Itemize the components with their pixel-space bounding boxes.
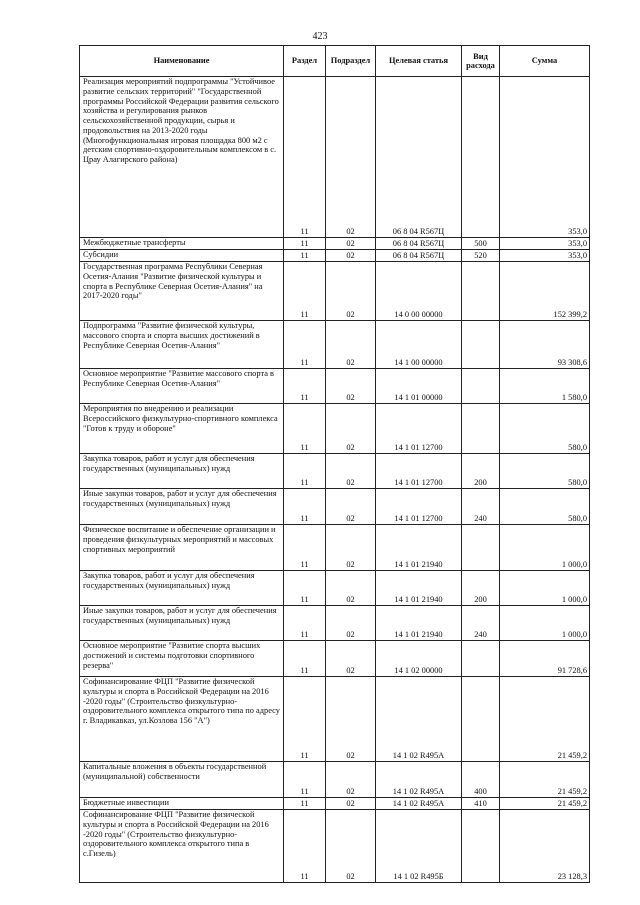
row-type: 410	[462, 798, 500, 810]
row-amount: 21 459,2	[500, 798, 590, 810]
row-section: 11	[284, 571, 326, 606]
row-subsection: 02	[326, 762, 376, 798]
row-target: 14 1 01 21940	[376, 525, 462, 571]
table-row	[80, 489, 590, 525]
row-name: Закупка товаров, работ и услуг для обеспечения государственных (муниципальных) нужд	[80, 571, 284, 606]
row-target: 14 1 02 R495А	[376, 798, 462, 810]
table-row	[80, 262, 590, 321]
row-name: Государственная программа Республики Северная Осетия-Алания "Развитие физической культуры и спорта в Республике Северная Осетия-Алания" на 2017-2020 годы"	[80, 262, 284, 321]
row-target: 14 0 00 00000	[376, 262, 462, 321]
row-amount: 353,0	[500, 250, 590, 262]
table-row	[80, 238, 590, 250]
row-amount: 23 128,3	[500, 810, 590, 883]
row-amount: 21 459,2	[500, 677, 590, 762]
row-type	[462, 262, 500, 321]
row-type: 200	[462, 571, 500, 606]
row-amount: 93 308,6	[500, 321, 590, 369]
row-type: 200	[462, 454, 500, 489]
header-type: Вид расхода	[462, 46, 500, 77]
table-row	[80, 321, 590, 369]
row-section: 11	[284, 677, 326, 762]
row-subsection: 02	[326, 321, 376, 369]
row-target: 14 1 01 12700	[376, 454, 462, 489]
row-type: 520	[462, 250, 500, 262]
row-type: 240	[462, 606, 500, 641]
row-subsection: 02	[326, 238, 376, 250]
row-subsection: 02	[326, 606, 376, 641]
row-section: 11	[284, 641, 326, 677]
row-type	[462, 404, 500, 454]
row-target: 06 8 04 R567Ц	[376, 250, 462, 262]
row-subsection: 02	[326, 489, 376, 525]
row-section: 11	[284, 798, 326, 810]
row-target: 14 1 01 12700	[376, 404, 462, 454]
row-target: 14 1 02 R495А	[376, 762, 462, 798]
row-name: Основное мероприятие "Развитие спорта высших достижений и системы подготовки спортивного резерва"	[80, 641, 284, 677]
row-name: Иные закупки товаров, работ и услуг для обеспечения государственных (муниципальных) нужд	[80, 489, 284, 525]
row-section: 11	[284, 262, 326, 321]
row-name: Бюджетные инвестиции	[80, 798, 284, 810]
row-subsection: 02	[326, 454, 376, 489]
row-subsection: 02	[326, 262, 376, 321]
row-type	[462, 525, 500, 571]
row-amount: 1 000,0	[500, 525, 590, 571]
row-subsection: 02	[326, 250, 376, 262]
row-amount: 1 000,0	[500, 571, 590, 606]
row-section: 11	[284, 404, 326, 454]
row-section: 11	[284, 238, 326, 250]
table-row	[80, 606, 590, 641]
row-type: 500	[462, 238, 500, 250]
table-row	[80, 677, 590, 762]
page-number: 423	[312, 31, 328, 42]
row-type	[462, 369, 500, 404]
table-row	[80, 404, 590, 454]
row-subsection: 02	[326, 77, 376, 238]
row-target: 14 1 02 R495Б	[376, 810, 462, 883]
row-subsection: 02	[326, 404, 376, 454]
table-header-row	[80, 46, 590, 77]
table-row	[80, 571, 590, 606]
row-name: Физическое воспитание и обеспечение организации и проведения физкультурных мероприятий и массовых спортивных мероприятий	[80, 525, 284, 571]
row-amount: 91 728,6	[500, 641, 590, 677]
row-name: Иные закупки товаров, работ и услуг для обеспечения государственных (муниципальных) нужд	[80, 606, 284, 641]
row-type: 400	[462, 762, 500, 798]
row-amount: 580,0	[500, 489, 590, 525]
row-section: 11	[284, 250, 326, 262]
row-amount: 152 399,2	[500, 262, 590, 321]
row-subsection: 02	[326, 677, 376, 762]
row-type	[462, 77, 500, 238]
header-name: Наименование	[80, 46, 284, 77]
row-amount: 580,0	[500, 454, 590, 489]
row-type: 240	[462, 489, 500, 525]
table-row	[80, 762, 590, 798]
row-section: 11	[284, 454, 326, 489]
row-name: Реализация мероприятий подпрограммы "Устойчивое развитие сельских территорий" "Государственной программы Российской Федерации развития сельского хозяйства и регулирования рынков сельскохозяйственной продукции, сырья и продовольствия на 2013-2020 годы (Многофункциональная игровая площадка 800 м2 с детским спортивно-оздоровительным комплексом в с. Црау Алагирского района)	[80, 77, 284, 238]
row-subsection: 02	[326, 810, 376, 883]
table-row	[80, 369, 590, 404]
row-type	[462, 810, 500, 883]
row-amount: 353,0	[500, 77, 590, 238]
row-section: 11	[284, 810, 326, 883]
row-section: 11	[284, 369, 326, 404]
row-type	[462, 321, 500, 369]
row-subsection: 02	[326, 798, 376, 810]
row-target: 14 1 00 00000	[376, 321, 462, 369]
row-subsection: 02	[326, 641, 376, 677]
row-amount: 21 459,2	[500, 762, 590, 798]
header-subsection: Подраздел	[326, 46, 376, 77]
row-amount: 1 000,0	[500, 606, 590, 641]
header-target: Целевая статья	[376, 46, 462, 77]
table-row	[80, 810, 590, 883]
row-subsection: 02	[326, 369, 376, 404]
row-target: 06 8 04 R567Ц	[376, 77, 462, 238]
row-name: Подпрограмма "Развитие физической культуры, массового спорта и спорта высших достижений в Республике Северная Осетия-Алания"	[80, 321, 284, 369]
row-target: 06 8 04 R567Ц	[376, 238, 462, 250]
header-amount: Сумма	[500, 46, 590, 77]
row-section: 11	[284, 77, 326, 238]
row-name: Закупка товаров, работ и услуг для обеспечения государственных (муниципальных) нужд	[80, 454, 284, 489]
table-row	[80, 798, 590, 810]
row-name: Софинансирование ФЦП "Развитие физической культуры и спорта в Российской Федерации на 2016 -2020 годы" (Строительство физкультурно-оздоровительного комплекса открытого типа в с.Гизель)	[80, 810, 284, 883]
row-section: 11	[284, 762, 326, 798]
row-subsection: 02	[326, 571, 376, 606]
row-name: Софинансирование ФЦП "Развитие физической культуры и спорта в Российской Федерации на 2016 -2020 годы" (Строительство физкультурно-оздоровительного комплекса открытого типа по адресу г. Владикавказ, ул.Козлова 156 "А")	[80, 677, 284, 762]
row-amount: 353,0	[500, 238, 590, 250]
table-row	[80, 77, 590, 238]
table-row	[80, 454, 590, 489]
row-name: Субсидии	[80, 250, 284, 262]
row-target: 14 1 01 12700	[376, 489, 462, 525]
row-section: 11	[284, 606, 326, 641]
row-target: 14 1 02 R495А	[376, 677, 462, 762]
row-target: 14 1 01 21940	[376, 571, 462, 606]
row-name: Мероприятия по внедрению и реализации Всероссийского физкультурно-спортивного комплекса "Готов к труду и обороне"	[80, 404, 284, 454]
table-row	[80, 525, 590, 571]
row-target: 14 1 02 00000	[376, 641, 462, 677]
row-amount: 580,0	[500, 404, 590, 454]
row-target: 14 1 01 21940	[376, 606, 462, 641]
row-name: Капитальные вложения в объекты государственной (муниципальной) собственности	[80, 762, 284, 798]
row-section: 11	[284, 489, 326, 525]
table-row	[80, 250, 590, 262]
row-subsection: 02	[326, 525, 376, 571]
table-row	[80, 641, 590, 677]
budget-table	[79, 45, 590, 883]
header-section: Раздел	[284, 46, 326, 77]
row-name: Межбюджетные трансферты	[80, 238, 284, 250]
row-type	[462, 641, 500, 677]
row-amount: 1 580,0	[500, 369, 590, 404]
row-section: 11	[284, 525, 326, 571]
row-name: Основное мероприятие "Развитие массового спорта в Республике Северная Осетия-Алания"	[80, 369, 284, 404]
row-section: 11	[284, 321, 326, 369]
row-type	[462, 677, 500, 762]
row-target: 14 1 01 00000	[376, 369, 462, 404]
